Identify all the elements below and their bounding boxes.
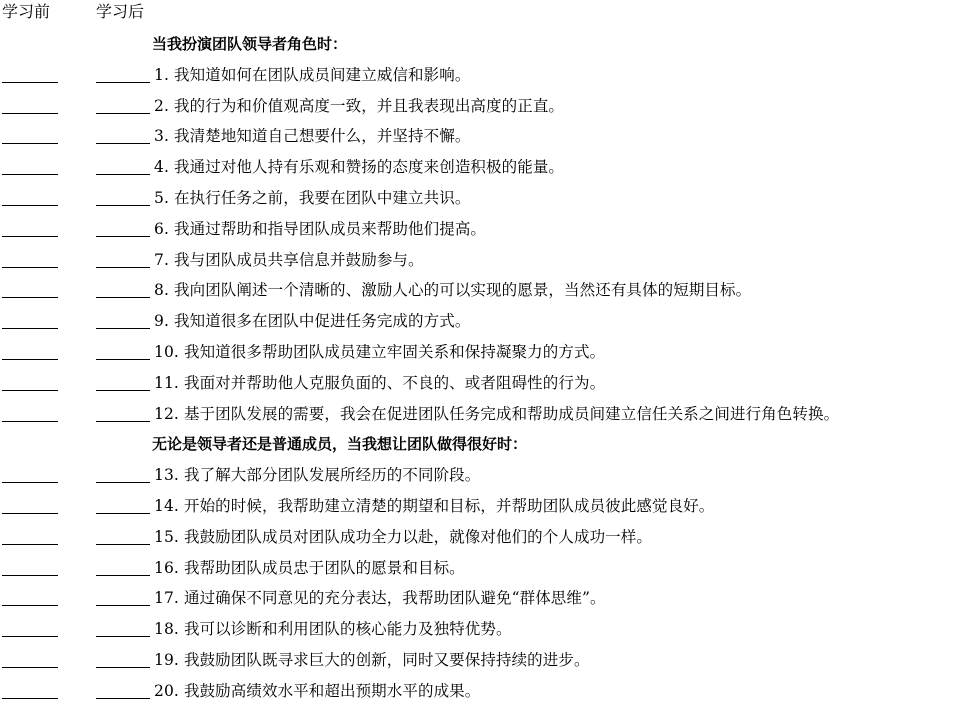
before-answer-blank[interactable] bbox=[2, 667, 58, 668]
list-item bbox=[0, 96, 961, 118]
after-answer-blank[interactable] bbox=[96, 421, 150, 422]
after-answer-blank[interactable] bbox=[96, 82, 150, 83]
item-statement: 5. 在执行任务之前，我要在团队中建立共识。 bbox=[154, 189, 471, 207]
item-statement: 2. 我的行为和价值观高度一致，并且我表现出高度的正直。 bbox=[154, 96, 565, 115]
list-item bbox=[0, 373, 961, 395]
after-answer-blank[interactable] bbox=[96, 113, 150, 114]
after-answer-blank[interactable] bbox=[96, 636, 150, 637]
before-answer-blank[interactable] bbox=[2, 698, 58, 699]
list-item bbox=[0, 496, 961, 518]
item-statement: 1. 我知道如何在团队成员间建立威信和影响。 bbox=[154, 65, 471, 84]
before-answer-blank[interactable] bbox=[2, 297, 58, 298]
after-answer-blank[interactable] bbox=[96, 482, 150, 483]
after-answer-blank[interactable] bbox=[96, 328, 150, 329]
list-item bbox=[0, 527, 961, 549]
list-item bbox=[0, 250, 961, 272]
list-item bbox=[0, 558, 961, 580]
section-title: 无论是领导者还是普通成员，当我想让团队做得很好时： bbox=[152, 435, 528, 454]
after-answer-blank[interactable] bbox=[96, 667, 150, 668]
after-answer-blank[interactable] bbox=[96, 513, 150, 514]
before-answer-blank[interactable] bbox=[2, 143, 58, 144]
list-item bbox=[0, 681, 961, 703]
item-statement: 14. 开始的时候，我帮助建立清楚的期望和目标，并帮助团队成员彼此感觉良好。 bbox=[154, 497, 715, 515]
list-item bbox=[0, 465, 961, 487]
before-answer-blank[interactable] bbox=[2, 205, 58, 206]
after-answer-blank[interactable] bbox=[96, 544, 150, 545]
item-statement: 17. 通过确保不同意见的充分表达，我帮助团队避免“群体思维”。 bbox=[154, 589, 606, 608]
before-answer-blank[interactable] bbox=[2, 575, 58, 576]
before-answer-blank[interactable] bbox=[2, 390, 58, 391]
after-answer-blank[interactable] bbox=[96, 390, 150, 391]
item-statement: 10. 我知道很多帮助团队成员建立牢固关系和保持凝聚力的方式。 bbox=[154, 343, 606, 361]
before-answer-blank[interactable] bbox=[2, 359, 58, 360]
item-statement: 13. 我了解大部分团队发展所经历的不同阶段。 bbox=[154, 466, 481, 485]
before-answer-blank[interactable] bbox=[2, 267, 58, 268]
item-statement: 3. 我清楚地知道自己想要什么，并坚持不懈。 bbox=[154, 127, 471, 146]
list-item bbox=[0, 126, 961, 148]
list-item bbox=[0, 650, 961, 672]
list-item bbox=[0, 619, 961, 641]
after-answer-blank[interactable] bbox=[96, 267, 150, 268]
before-column-label: 学习前 bbox=[2, 2, 51, 21]
before-answer-blank[interactable] bbox=[2, 236, 58, 237]
item-statement: 6. 我通过帮助和指导团队成员来帮助他们提高。 bbox=[154, 219, 487, 238]
section-title: 当我扮演团队领导者角色时： bbox=[152, 35, 348, 53]
before-answer-blank[interactable] bbox=[2, 513, 58, 514]
before-answer-blank[interactable] bbox=[2, 544, 58, 545]
before-answer-blank[interactable] bbox=[2, 636, 58, 637]
before-answer-blank[interactable] bbox=[2, 82, 58, 83]
list-item bbox=[0, 404, 961, 426]
before-answer-blank[interactable] bbox=[2, 174, 58, 175]
list-item bbox=[0, 188, 961, 210]
item-statement: 4. 我通过对他人持有乐观和赞扬的态度来创造积极的能量。 bbox=[154, 158, 565, 177]
after-answer-blank[interactable] bbox=[96, 605, 150, 606]
list-item bbox=[0, 157, 961, 179]
item-statement: 11. 我面对并帮助他人克服负面的、不良的、或者阻碍性的行为。 bbox=[154, 373, 606, 392]
after-answer-blank[interactable] bbox=[96, 297, 150, 298]
item-statement: 20. 我鼓励高绩效水平和超出预期水平的成果。 bbox=[154, 681, 481, 700]
list-item bbox=[0, 219, 961, 241]
after-answer-blank[interactable] bbox=[96, 698, 150, 699]
after-answer-blank[interactable] bbox=[96, 359, 150, 360]
list-item bbox=[0, 342, 961, 364]
after-answer-blank[interactable] bbox=[96, 575, 150, 576]
after-column-label: 学习后 bbox=[96, 2, 145, 21]
before-answer-blank[interactable] bbox=[2, 328, 58, 329]
before-answer-blank[interactable] bbox=[2, 605, 58, 606]
item-statement: 15. 我鼓励团队成员对团队成功全力以赴，就像对他们的个人成功一样。 bbox=[154, 527, 652, 546]
list-item bbox=[0, 588, 961, 610]
after-answer-blank[interactable] bbox=[96, 174, 150, 175]
after-answer-blank[interactable] bbox=[96, 143, 150, 144]
item-statement: 12. 基于团队发展的需要，我会在促进团队任务完成和帮助成员间建立信任关系之间进行角色转换。 bbox=[154, 404, 840, 423]
item-statement: 16. 我帮助团队成员忠于团队的愿景和目标。 bbox=[154, 558, 465, 577]
item-statement: 8. 我向团队阐述一个清晰的、激励人心的可以实现的愿景，当然还有具体的短期目标。 bbox=[154, 281, 752, 300]
item-statement: 19. 我鼓励团队既寻求巨大的创新，同时又要保持持续的进步。 bbox=[154, 651, 590, 669]
after-answer-blank[interactable] bbox=[96, 236, 150, 237]
list-item bbox=[0, 311, 961, 333]
list-item bbox=[0, 65, 961, 87]
item-statement: 7. 我与团队成员共享信息并鼓励参与。 bbox=[154, 250, 424, 269]
list-item bbox=[0, 280, 961, 302]
item-statement: 9. 我知道很多在团队中促进任务完成的方式。 bbox=[154, 312, 471, 331]
after-answer-blank[interactable] bbox=[96, 205, 150, 206]
before-answer-blank[interactable] bbox=[2, 113, 58, 114]
item-statement: 18. 我可以诊断和利用团队的核心能力及独特优势。 bbox=[154, 620, 512, 639]
before-answer-blank[interactable] bbox=[2, 421, 58, 422]
before-answer-blank[interactable] bbox=[2, 482, 58, 483]
